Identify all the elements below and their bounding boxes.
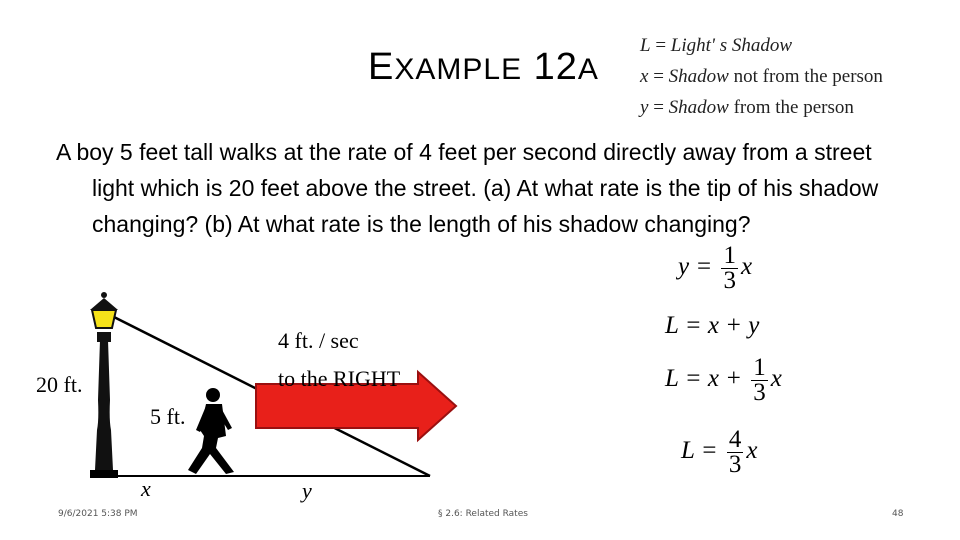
numerator: 1 [723,242,736,269]
legend-desc-rest: from the person [728,97,854,118]
eq-text: x [746,437,758,465]
equation-2: L = x + y [665,312,760,339]
problem-statement [56,134,916,242]
equation-1 [678,244,752,293]
equation-4 [681,428,757,477]
numerator: 1 [753,354,766,381]
denominator: 3 [753,379,766,406]
boy-height-label: 5 ft. [150,404,186,429]
fraction [727,428,744,477]
legend-desc-rest: not from the person [728,66,883,87]
title-part-2: XAMPLE [394,53,523,86]
fraction [721,244,738,293]
legend-var: L [640,35,651,56]
legend-row-L [640,30,883,61]
title-part-3: 12 [522,46,578,88]
x-label: x [141,476,151,501]
street-lamp-icon [90,292,118,478]
legend-eq: = [650,35,671,56]
slide-title [368,46,599,89]
legend-row-x [640,61,883,92]
legend-desc: Shadow [668,97,729,118]
variable-legend [640,30,883,123]
problem-text: A boy 5 feet tall walks at the rate of 4 feet per second directly away from a street light which is 20 feet above the street. (a) At what rate is the tip of his shadow changing? (b) At what rate is the length of his shadow changing? [56,139,879,237]
title-part-1: E [368,46,395,88]
denominator: 3 [723,267,736,294]
direction-label: to the RIGHT [278,366,401,391]
y-label: y [302,478,312,503]
eq-text: L = [681,437,724,465]
title-part-4: A [577,53,599,86]
legend-desc: Light' s Shadow [670,35,793,56]
fraction [751,356,768,405]
eq-text: x [740,253,753,281]
eq-text: x [770,365,782,393]
legend-eq: = [648,66,669,87]
legend-var: y [640,97,649,118]
numerator: 4 [728,426,742,453]
page-number: 48 [892,509,904,519]
legend-row-y [640,92,883,123]
light-height-label: 20 ft. [36,372,83,397]
eq-text: y = [678,253,719,281]
footer-date: 9/6/2021 5:38 PM [58,509,138,519]
footer-section: § 2.6: Related Rates [438,509,528,519]
eq-text: L = x + [665,365,749,393]
rate-label: 4 ft. / sec [278,328,359,353]
equation-3 [665,356,782,405]
legend-var: x [640,66,649,87]
legend-eq: = [648,97,669,118]
denominator: 3 [728,451,742,478]
walking-person-icon [188,388,234,474]
legend-desc: Shadow [668,66,729,87]
